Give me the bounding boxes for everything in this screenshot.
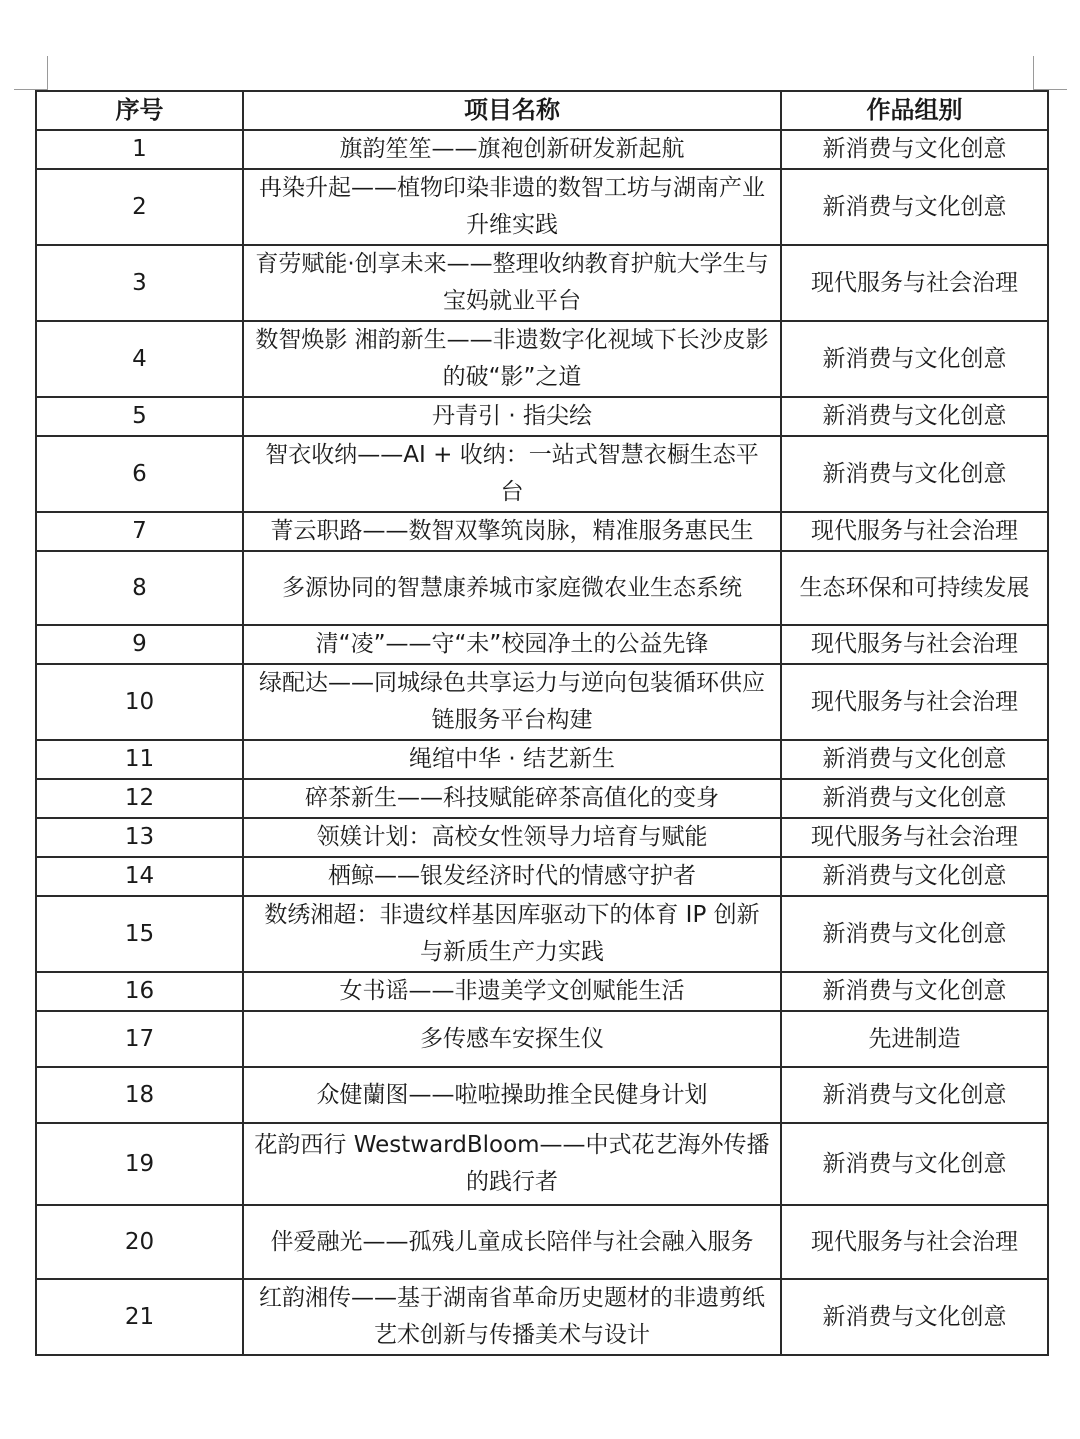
header-serial-number: 序号: [36, 91, 243, 130]
table-row: [36, 1205, 1048, 1279]
table-row: [36, 551, 1048, 625]
row-group: 现代服务与社会治理: [781, 1205, 1048, 1279]
row-project-name: 多传感车安探生仪: [243, 1011, 781, 1067]
margin-mark-left-vertical: [47, 56, 48, 90]
row-number: 1: [36, 130, 243, 169]
row-number: 12: [36, 779, 243, 818]
table-row: [36, 321, 1048, 397]
row-group: 现代服务与社会治理: [781, 512, 1048, 551]
row-number: 2: [36, 169, 243, 245]
row-project-name: 丹青引 · 指尖绘: [243, 397, 781, 436]
row-group: 新消费与文化创意: [781, 321, 1048, 397]
table-row: [36, 740, 1048, 779]
row-group: 新消费与文化创意: [781, 857, 1048, 896]
row-number: 13: [36, 818, 243, 857]
row-group: 生态环保和可持续发展: [781, 551, 1048, 625]
row-group: 现代服务与社会治理: [781, 245, 1048, 321]
table-row: [36, 1067, 1048, 1123]
row-group: 新消费与文化创意: [781, 1279, 1048, 1355]
row-group: 新消费与文化创意: [781, 896, 1048, 972]
row-group: 现代服务与社会治理: [781, 625, 1048, 664]
row-project-name: 绿配达——同城绿色共享运力与逆向包装循环供应链服务平台构建: [243, 664, 781, 740]
row-group: 新消费与文化创意: [781, 130, 1048, 169]
row-group: 新消费与文化创意: [781, 169, 1048, 245]
row-project-name: 菁云职路——数智双擎筑岗脉，精准服务惠民生: [243, 512, 781, 551]
row-project-name: 栖鲸——银发经济时代的情感守护者: [243, 857, 781, 896]
row-group: 现代服务与社会治理: [781, 818, 1048, 857]
row-group: 新消费与文化创意: [781, 397, 1048, 436]
table-row: [36, 664, 1048, 740]
row-number: 10: [36, 664, 243, 740]
row-project-name: 智衣收纳——AI + 收纳：一站式智慧衣橱生态平台: [243, 436, 781, 512]
table-row: [36, 1123, 1048, 1205]
table-row: [36, 779, 1048, 818]
table-row: [36, 169, 1048, 245]
row-number: 18: [36, 1067, 243, 1123]
row-number: 3: [36, 245, 243, 321]
row-group: 现代服务与社会治理: [781, 664, 1048, 740]
table-header-row: [36, 91, 1048, 130]
table-row: [36, 1279, 1048, 1355]
row-group: 先进制造: [781, 1011, 1048, 1067]
table-row: [36, 245, 1048, 321]
table-row: [36, 972, 1048, 1011]
row-project-name: 冉染升起——植物印染非遗的数智工坊与湖南产业升维实践: [243, 169, 781, 245]
row-group: 新消费与文化创意: [781, 1067, 1048, 1123]
row-project-name: 碎茶新生——科技赋能碎茶高值化的变身: [243, 779, 781, 818]
row-project-name: 育劳赋能·创享未来——整理收纳教育护航大学生与宝妈就业平台: [243, 245, 781, 321]
row-project-name: 绳绾中华 · 结艺新生: [243, 740, 781, 779]
row-project-name: 红韵湘传——基于湖南省革命历史题材的非遗剪纸艺术创新与传播美术与设计: [243, 1279, 781, 1355]
row-project-name: 女书谣——非遗美学文创赋能生活: [243, 972, 781, 1011]
row-group: 新消费与文化创意: [781, 972, 1048, 1011]
row-number: 21: [36, 1279, 243, 1355]
table-row: [36, 512, 1048, 551]
header-work-group: 作品组别: [781, 91, 1048, 130]
row-project-name: 领媄计划：高校女性领导力培育与赋能: [243, 818, 781, 857]
row-number: 4: [36, 321, 243, 397]
row-project-name: 清“凌”——守“未”校园净土的公益先锋: [243, 625, 781, 664]
table-row: [36, 1011, 1048, 1067]
row-number: 15: [36, 896, 243, 972]
table-row: [36, 397, 1048, 436]
table-row: [36, 436, 1048, 512]
table-row: [36, 625, 1048, 664]
row-number: 17: [36, 1011, 243, 1067]
row-number: 16: [36, 972, 243, 1011]
row-number: 6: [36, 436, 243, 512]
row-group: 新消费与文化创意: [781, 1123, 1048, 1205]
row-number: 5: [36, 397, 243, 436]
table-row: [36, 818, 1048, 857]
row-project-name: 伴爱融光——孤残儿童成长陪伴与社会融入服务: [243, 1205, 781, 1279]
row-number: 20: [36, 1205, 243, 1279]
row-project-name: 多源协同的智慧康养城市家庭微农业生态系统: [243, 551, 781, 625]
table-row: [36, 130, 1048, 169]
row-group: 新消费与文化创意: [781, 740, 1048, 779]
row-number: 19: [36, 1123, 243, 1205]
row-number: 14: [36, 857, 243, 896]
row-group: 新消费与文化创意: [781, 436, 1048, 512]
row-project-name: 数绣湘超：非遗纹样基因库驱动下的体育 IP 创新与新质生产力实践: [243, 896, 781, 972]
row-project-name: 旗韵笙笙——旗袍创新研发新起航: [243, 130, 781, 169]
row-number: 9: [36, 625, 243, 664]
row-group: 新消费与文化创意: [781, 779, 1048, 818]
row-project-name: 数智焕影 湘韵新生——非遗数字化视域下长沙皮影的破“影”之道: [243, 321, 781, 397]
row-project-name: 众健蘭图——啦啦操助推全民健身计划: [243, 1067, 781, 1123]
margin-mark-right-vertical: [1033, 56, 1034, 90]
row-number: 7: [36, 512, 243, 551]
row-project-name: 花韵西行 WestwardBloom——中式花艺海外传播的践行者: [243, 1123, 781, 1205]
table-row: [36, 857, 1048, 896]
table-row: [36, 896, 1048, 972]
header-project-name: 项目名称: [243, 91, 781, 130]
row-number: 8: [36, 551, 243, 625]
project-table: [35, 90, 1049, 1356]
row-number: 11: [36, 740, 243, 779]
